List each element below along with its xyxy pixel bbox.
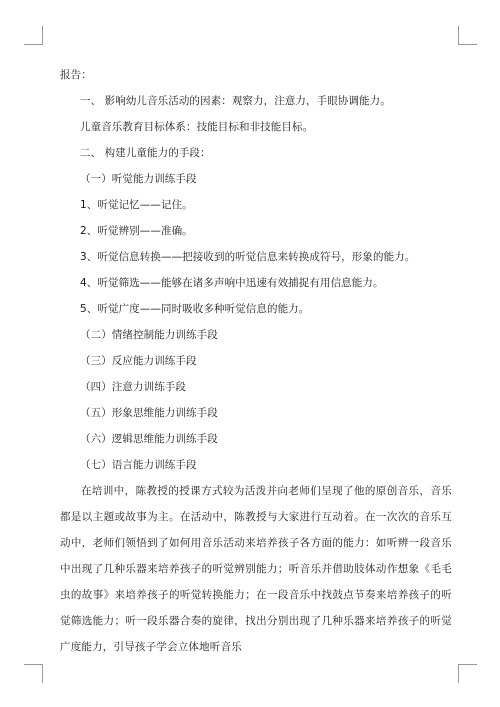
- subsection-auditory-heading: （一）听觉能力训练手段: [80, 173, 197, 185]
- subsection-logic-heading: （六）逻辑思维能力训练手段: [80, 433, 218, 445]
- subsection-language-heading: （七）语言能力训练手段: [80, 459, 197, 471]
- list-item-3: 3、听觉信息转换——把接收到的听觉信息来转换成符号，形象的能力。: [80, 251, 416, 263]
- crop-mark-top-left: [24, 26, 43, 45]
- report-heading: 报告：: [60, 69, 92, 81]
- subsection-reaction-heading: （三）反应能力训练手段: [80, 355, 197, 367]
- training-paragraph: 在培训中，陈教授的授课方式较为活泼并向老师们呈现了他的原创音乐，音乐都是以主题或故事为主。在活动中，陈教授与大家进行互动着。在一次次的音乐互动中，老师们领悟到了如何用音乐活动来培养孩子各方面的能力：如听辨一段音乐中出现了几种乐器来培养孩子的听觉辨别能力；听音乐并借助肢体动作想象《毛毛虫的故事》来培养孩子的听觉转换能力；在一段音乐中找鼓点节奏来培养孩子的听觉筛选能力；听一段乐器合奏的旋律，找出分别出现了几种乐器来培养孩子的听觉广度能力，引导孩子学会立体地听音乐: [60, 485, 452, 653]
- list-item-5: 5、听觉广度——同时吸收多种听觉信息的能力。: [80, 303, 310, 315]
- crop-mark-bottom-right: [458, 664, 477, 683]
- crop-mark-top-right: [458, 26, 477, 45]
- subsection-emotion-heading: （二）情绪控制能力训练手段: [80, 329, 218, 341]
- crop-mark-bottom-left: [24, 664, 43, 683]
- section-two-heading: 二、 构建儿童能力的手段：: [80, 147, 211, 159]
- list-item-1: 1、听觉记忆——记住。: [80, 199, 193, 211]
- goal-system-line: 儿童音乐教育目标体系：技能目标和非技能目标。: [80, 121, 314, 133]
- subsection-imagery-heading: （五）形象思维能力训练手段: [80, 407, 218, 419]
- subsection-attention-heading: （四）注意力训练手段: [80, 381, 186, 393]
- list-item-4: 4、听觉筛选——能够在诸多声响中迅速有效捕捉有用信息能力。: [80, 277, 384, 289]
- section-one-heading: 一、 影响幼儿音乐活动的因素：观察力，注意力，手眼协调能力。: [80, 95, 391, 107]
- document-body: [60, 62, 452, 660]
- list-item-2: 2、听觉辨别——准确。: [80, 225, 193, 237]
